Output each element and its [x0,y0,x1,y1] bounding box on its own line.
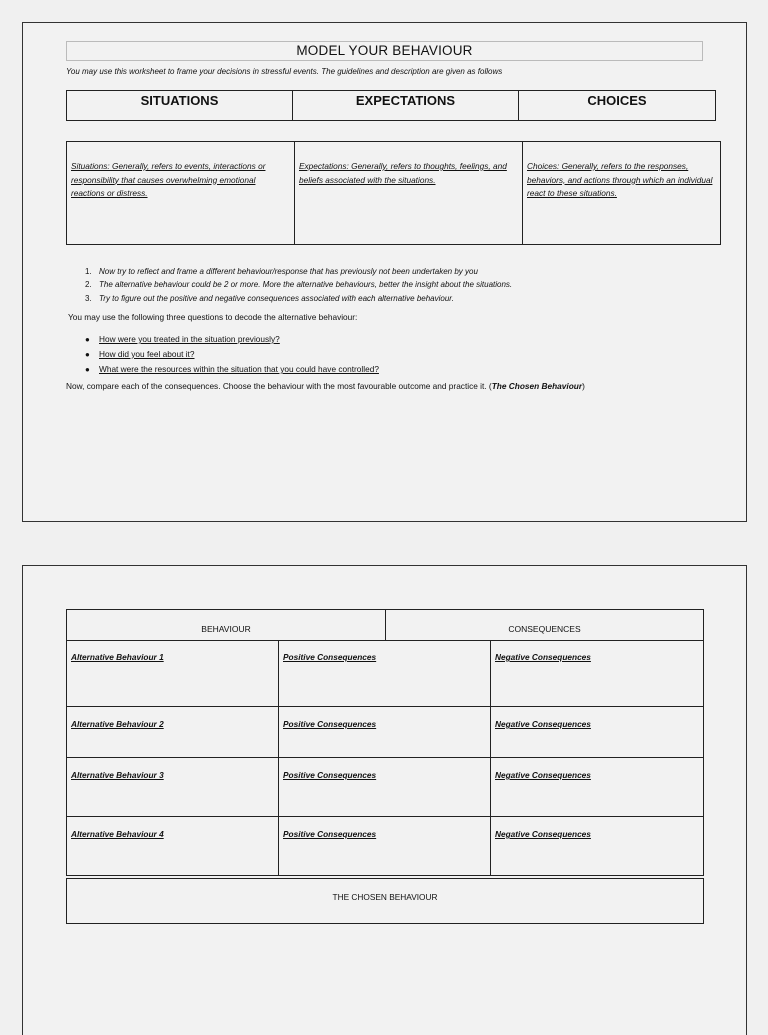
list-item: ● How did you feel about it? [85,347,379,362]
list-item: 2. The alternative behaviour could be 2 or more. More the alternative behaviours, better the insight about the situations. [85,280,513,290]
category-header-table [66,90,716,121]
alt-behaviour-cell[interactable]: Alternative Behaviour 2 [67,707,279,757]
worksheet-page-2 [22,565,747,1035]
list-item: 3. Try to figure out the positive and negative consequences associated with each alternative behaviour. [85,293,454,303]
table-row [67,757,703,816]
negative-consequences-cell[interactable]: Negative Consequences [495,652,591,662]
question-list [85,332,379,377]
compare-instruction: Now, compare each of the consequences. Choose the behaviour with the most favourable outcome and practice it. (The Chosen Behaviour) [66,381,585,391]
header-behaviour: BEHAVIOUR [67,610,386,640]
list-item: 1. Now try to reflect and frame a different behaviour/response that has previously not been undertaken by you [85,267,478,276]
positive-consequences-cell[interactable]: Positive Consequences [279,758,491,816]
header-situations: SITUATIONS [67,91,293,120]
header-consequences: CONSEQUENCES [508,624,581,634]
bullet-icon: ● [85,350,90,359]
negative-consequences-cell[interactable]: Negative Consequences [495,719,591,729]
table-row [67,706,703,757]
list-item: ● What were the resources within the situation that you could have controlled? [85,362,379,377]
header-expectations: EXPECTATIONS [293,91,519,120]
instruction-steps [85,265,512,305]
worksheet-page-1 [22,22,747,522]
alt-behaviour-cell[interactable]: Alternative Behaviour 1 [67,640,279,706]
worksheet-title: MODEL YOUR BEHAVIOUR [66,41,703,61]
questions-intro: You may use the following three questions to decode the alternative behaviour: [68,312,358,322]
negative-consequences-cell[interactable]: Negative Consequences [495,829,591,839]
description-table [66,141,721,245]
positive-consequences-cell[interactable]: Positive Consequences [279,817,491,875]
positive-consequences-cell[interactable]: Positive Consequences [279,707,491,757]
list-item: ● How were you treated in the situation previously? [85,332,379,347]
header-choices: CHOICES [587,93,647,108]
behaviour-consequences-header [66,609,704,641]
choices-description: Choices: Generally, refers to the responses, behaviors, and actions through which an individual react to these situations. [527,161,713,198]
bullet-icon: ● [85,335,90,344]
bullet-icon: ● [85,365,90,374]
intro-text: You may use this worksheet to frame your decisions in stressful events. The guidelines and description are given as follows [66,67,503,76]
expectations-description: Expectations: Generally, refers to thoughts, feelings, and beliefs associated with the situations. [295,142,523,244]
negative-consequences-cell[interactable]: Negative Consequences [495,770,591,780]
positive-consequences-cell[interactable]: Positive Consequences [279,640,491,706]
table-row [67,816,703,875]
alternatives-table [66,640,704,876]
chosen-behaviour-box[interactable]: THE CHOSEN BEHAVIOUR [66,878,704,924]
table-row [67,640,703,706]
situations-description: Situations: Generally, refers to events, interactions or responsibility that causes overwhelming emotional reactions or distress. [67,142,295,244]
alt-behaviour-cell[interactable]: Alternative Behaviour 4 [67,817,279,875]
alt-behaviour-cell[interactable]: Alternative Behaviour 3 [67,758,279,816]
